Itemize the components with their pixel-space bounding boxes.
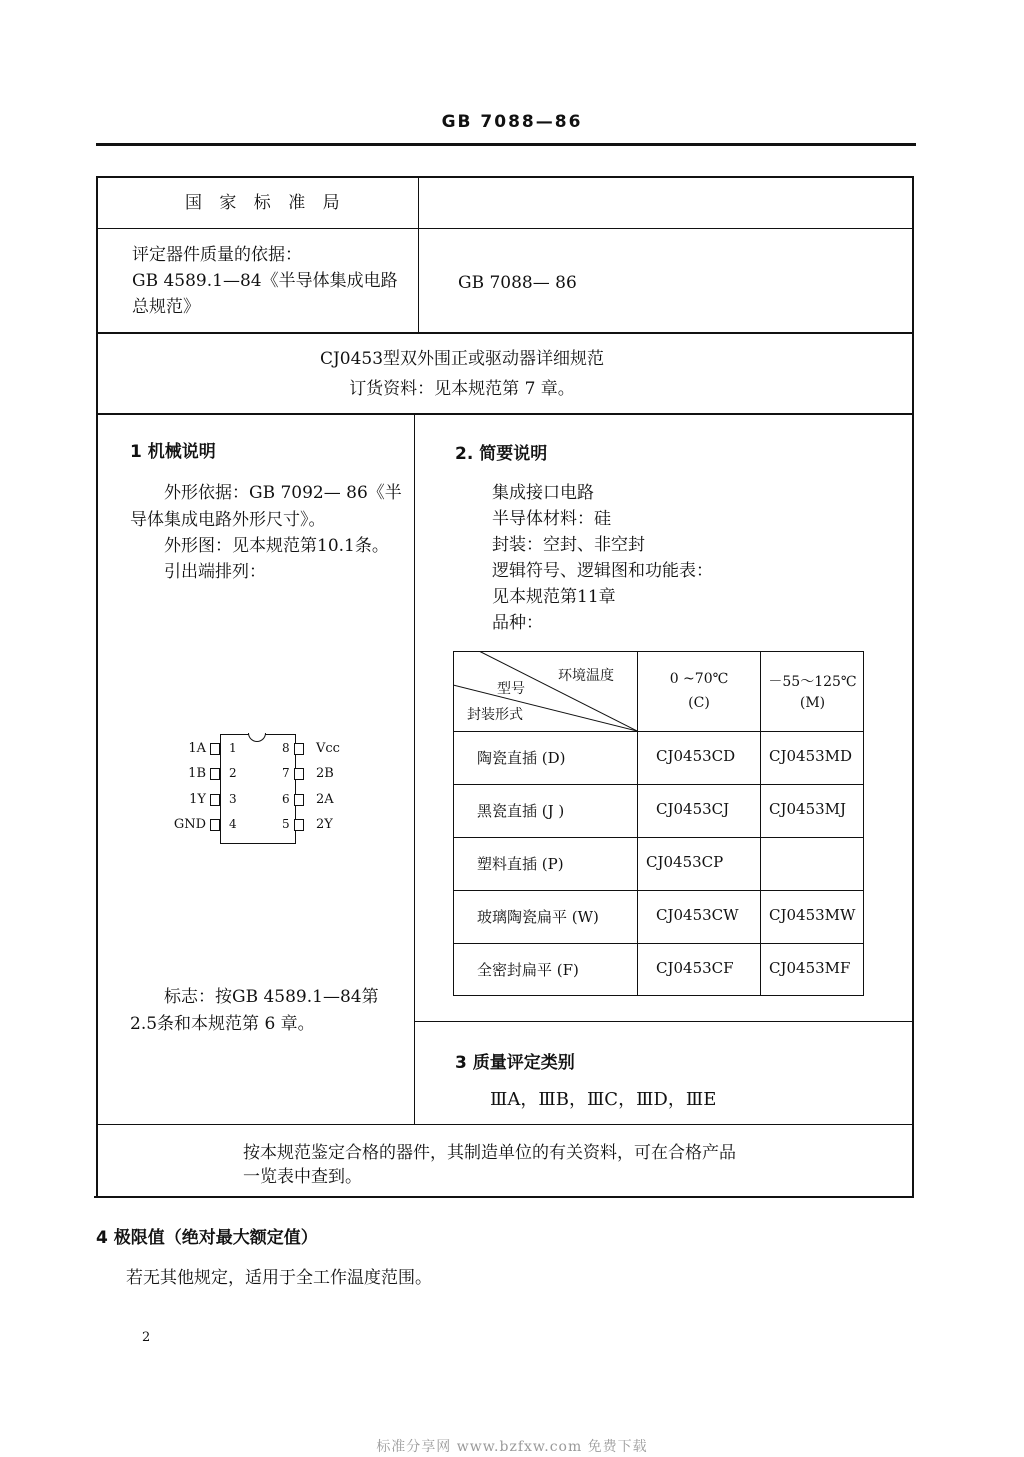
pin-8-number: 8 xyxy=(282,741,290,755)
box-right-border xyxy=(912,176,914,1198)
header-rule xyxy=(96,143,916,146)
box-top-border xyxy=(96,176,914,178)
header-col1-code: (C) xyxy=(688,695,710,711)
marking-line-2: 2.5条和本规范第 6 章。 xyxy=(130,1014,315,1034)
section-2-heading: 2. 简要说明 xyxy=(455,444,548,464)
row-divider xyxy=(96,332,914,334)
pin-8-label: Vcc xyxy=(316,741,340,756)
pin-5-label: 2Y xyxy=(316,817,333,832)
model-c: CJ0453CD xyxy=(656,747,736,765)
pin-6-lead xyxy=(294,794,304,806)
row-divider xyxy=(96,1124,914,1125)
pinout-diagram xyxy=(170,728,360,848)
basis-line-3: 总规范》 xyxy=(132,297,200,317)
package-name: 玻璃陶瓷扁平 (W) xyxy=(477,908,599,926)
section-1-line-3: 外形图：见本规范第10.1条。 xyxy=(164,536,389,556)
row-divider xyxy=(414,1021,914,1022)
pin-2-number: 2 xyxy=(229,766,237,780)
document-code-header: GB 7088—86 xyxy=(441,112,583,132)
page-number: 2 xyxy=(142,1330,151,1345)
header-ambient-temp: 环境温度 xyxy=(558,668,614,684)
section-1-line-2: 导体集成电路外形尺寸》。 xyxy=(130,510,326,530)
table-row-line xyxy=(453,837,864,838)
box-left-border xyxy=(96,176,98,1198)
quality-categories: ⅢA，ⅢB，ⅢC，ⅢD，ⅢE xyxy=(490,1089,717,1110)
section-2-line-2: 半导体材料：硅 xyxy=(492,509,611,529)
pin-1-label: 1A xyxy=(188,741,206,756)
pin-4-number: 4 xyxy=(229,817,237,831)
section-1-line-4: 引出端排列： xyxy=(164,562,266,582)
row-divider xyxy=(96,413,914,415)
section-1-heading: 1 机械说明 xyxy=(130,442,216,462)
model-c: CJ0453CJ xyxy=(656,800,730,818)
pin-5-lead xyxy=(294,819,304,831)
pin-3-lead xyxy=(210,794,220,806)
section-1-line-1: 外形依据：GB 7092— 86《半 xyxy=(164,483,402,503)
section-2-line-4: 逻辑符号、逻辑图和功能表： xyxy=(492,561,713,581)
pin-3-number: 3 xyxy=(229,792,237,806)
package-name: 全密封扁平 (F) xyxy=(477,961,579,979)
variants-table xyxy=(453,651,864,996)
model-m: CJ0453MF xyxy=(769,959,851,977)
pin-6-label: 2A xyxy=(316,792,334,807)
pin-5-number: 5 xyxy=(282,817,290,831)
note-line-2: 一览表中查到。 xyxy=(243,1167,362,1187)
spec-title: CJ0453型双外围正或驱动器详细规范 xyxy=(319,349,605,369)
section-4-heading: 4 极限值（绝对最大额定值） xyxy=(96,1228,318,1248)
note-line-1: 按本规范鉴定合格的器件，其制造单位的有关资料，可在合格产品 xyxy=(243,1143,736,1163)
section-3-heading: 3 质量评定类别 xyxy=(455,1053,575,1073)
authority-label: 国 家 标 准 局 xyxy=(185,193,346,213)
basis-line-2: GB 4589.1—84《半导体集成电路 xyxy=(132,271,398,291)
header-model: 型号 xyxy=(497,681,525,697)
header-package: 封装形式 xyxy=(467,707,523,723)
model-c: CJ0453CP xyxy=(646,853,724,871)
header-col2-temp: －55～125℃ xyxy=(768,674,857,690)
pin-3-label: 1Y xyxy=(189,792,206,807)
model-m: CJ0453MJ xyxy=(769,800,847,818)
section-2-line-1: 集成接口电路 xyxy=(492,483,594,503)
table-row-line xyxy=(453,890,864,891)
footer-watermark: 标准分享网 www.bzfxw.com 免费下载 xyxy=(376,1439,648,1455)
model-m: CJ0453MD xyxy=(769,747,853,765)
ordering-info: 订货资料：见本规范第 7 章。 xyxy=(349,379,575,399)
header-col2-code: (M) xyxy=(799,695,826,711)
pin-2-label: 1B xyxy=(188,766,206,781)
package-name: 塑料直插 (P) xyxy=(477,855,564,873)
pin-1-number: 1 xyxy=(229,741,237,755)
model-c: CJ0453CW xyxy=(656,906,739,924)
pin-7-lead xyxy=(294,768,304,780)
model-c: CJ0453CF xyxy=(656,959,734,977)
standard-number: GB 7088— 86 xyxy=(458,273,577,293)
row-divider xyxy=(96,228,914,229)
model-m: CJ0453MW xyxy=(769,906,856,924)
package-name: 陶瓷直插 (D) xyxy=(477,749,566,767)
marking-line-1: 标志：按GB 4589.1—84第 xyxy=(164,987,379,1007)
box-bottom-border xyxy=(94,1196,914,1198)
table-row-line xyxy=(453,784,864,785)
pin-6-number: 6 xyxy=(282,792,290,806)
pin-4-lead xyxy=(210,819,220,831)
section-2-line-5: 见本规范第11章 xyxy=(492,587,616,607)
section-2-line-6: 品种： xyxy=(492,613,543,633)
column-divider xyxy=(418,176,419,334)
section-2-line-3: 封装：空封、非空封 xyxy=(492,535,645,555)
pin-1-lead xyxy=(210,743,220,755)
header-col1-temp: 0 ~70℃ xyxy=(669,671,729,687)
table-row-line xyxy=(453,943,864,944)
pin-8-lead xyxy=(294,743,304,755)
column-divider xyxy=(414,413,415,1124)
pin-7-number: 7 xyxy=(282,766,290,780)
package-name: 黑瓷直插 (J ) xyxy=(477,802,565,820)
pin-4-label: GND xyxy=(173,817,206,832)
basis-line-1: 评定器件质量的依据： xyxy=(132,245,302,265)
section-4-text: 若无其他规定，适用于全工作温度范围。 xyxy=(126,1268,432,1288)
pin-2-lead xyxy=(210,768,220,780)
pin-7-label: 2B xyxy=(316,766,334,781)
